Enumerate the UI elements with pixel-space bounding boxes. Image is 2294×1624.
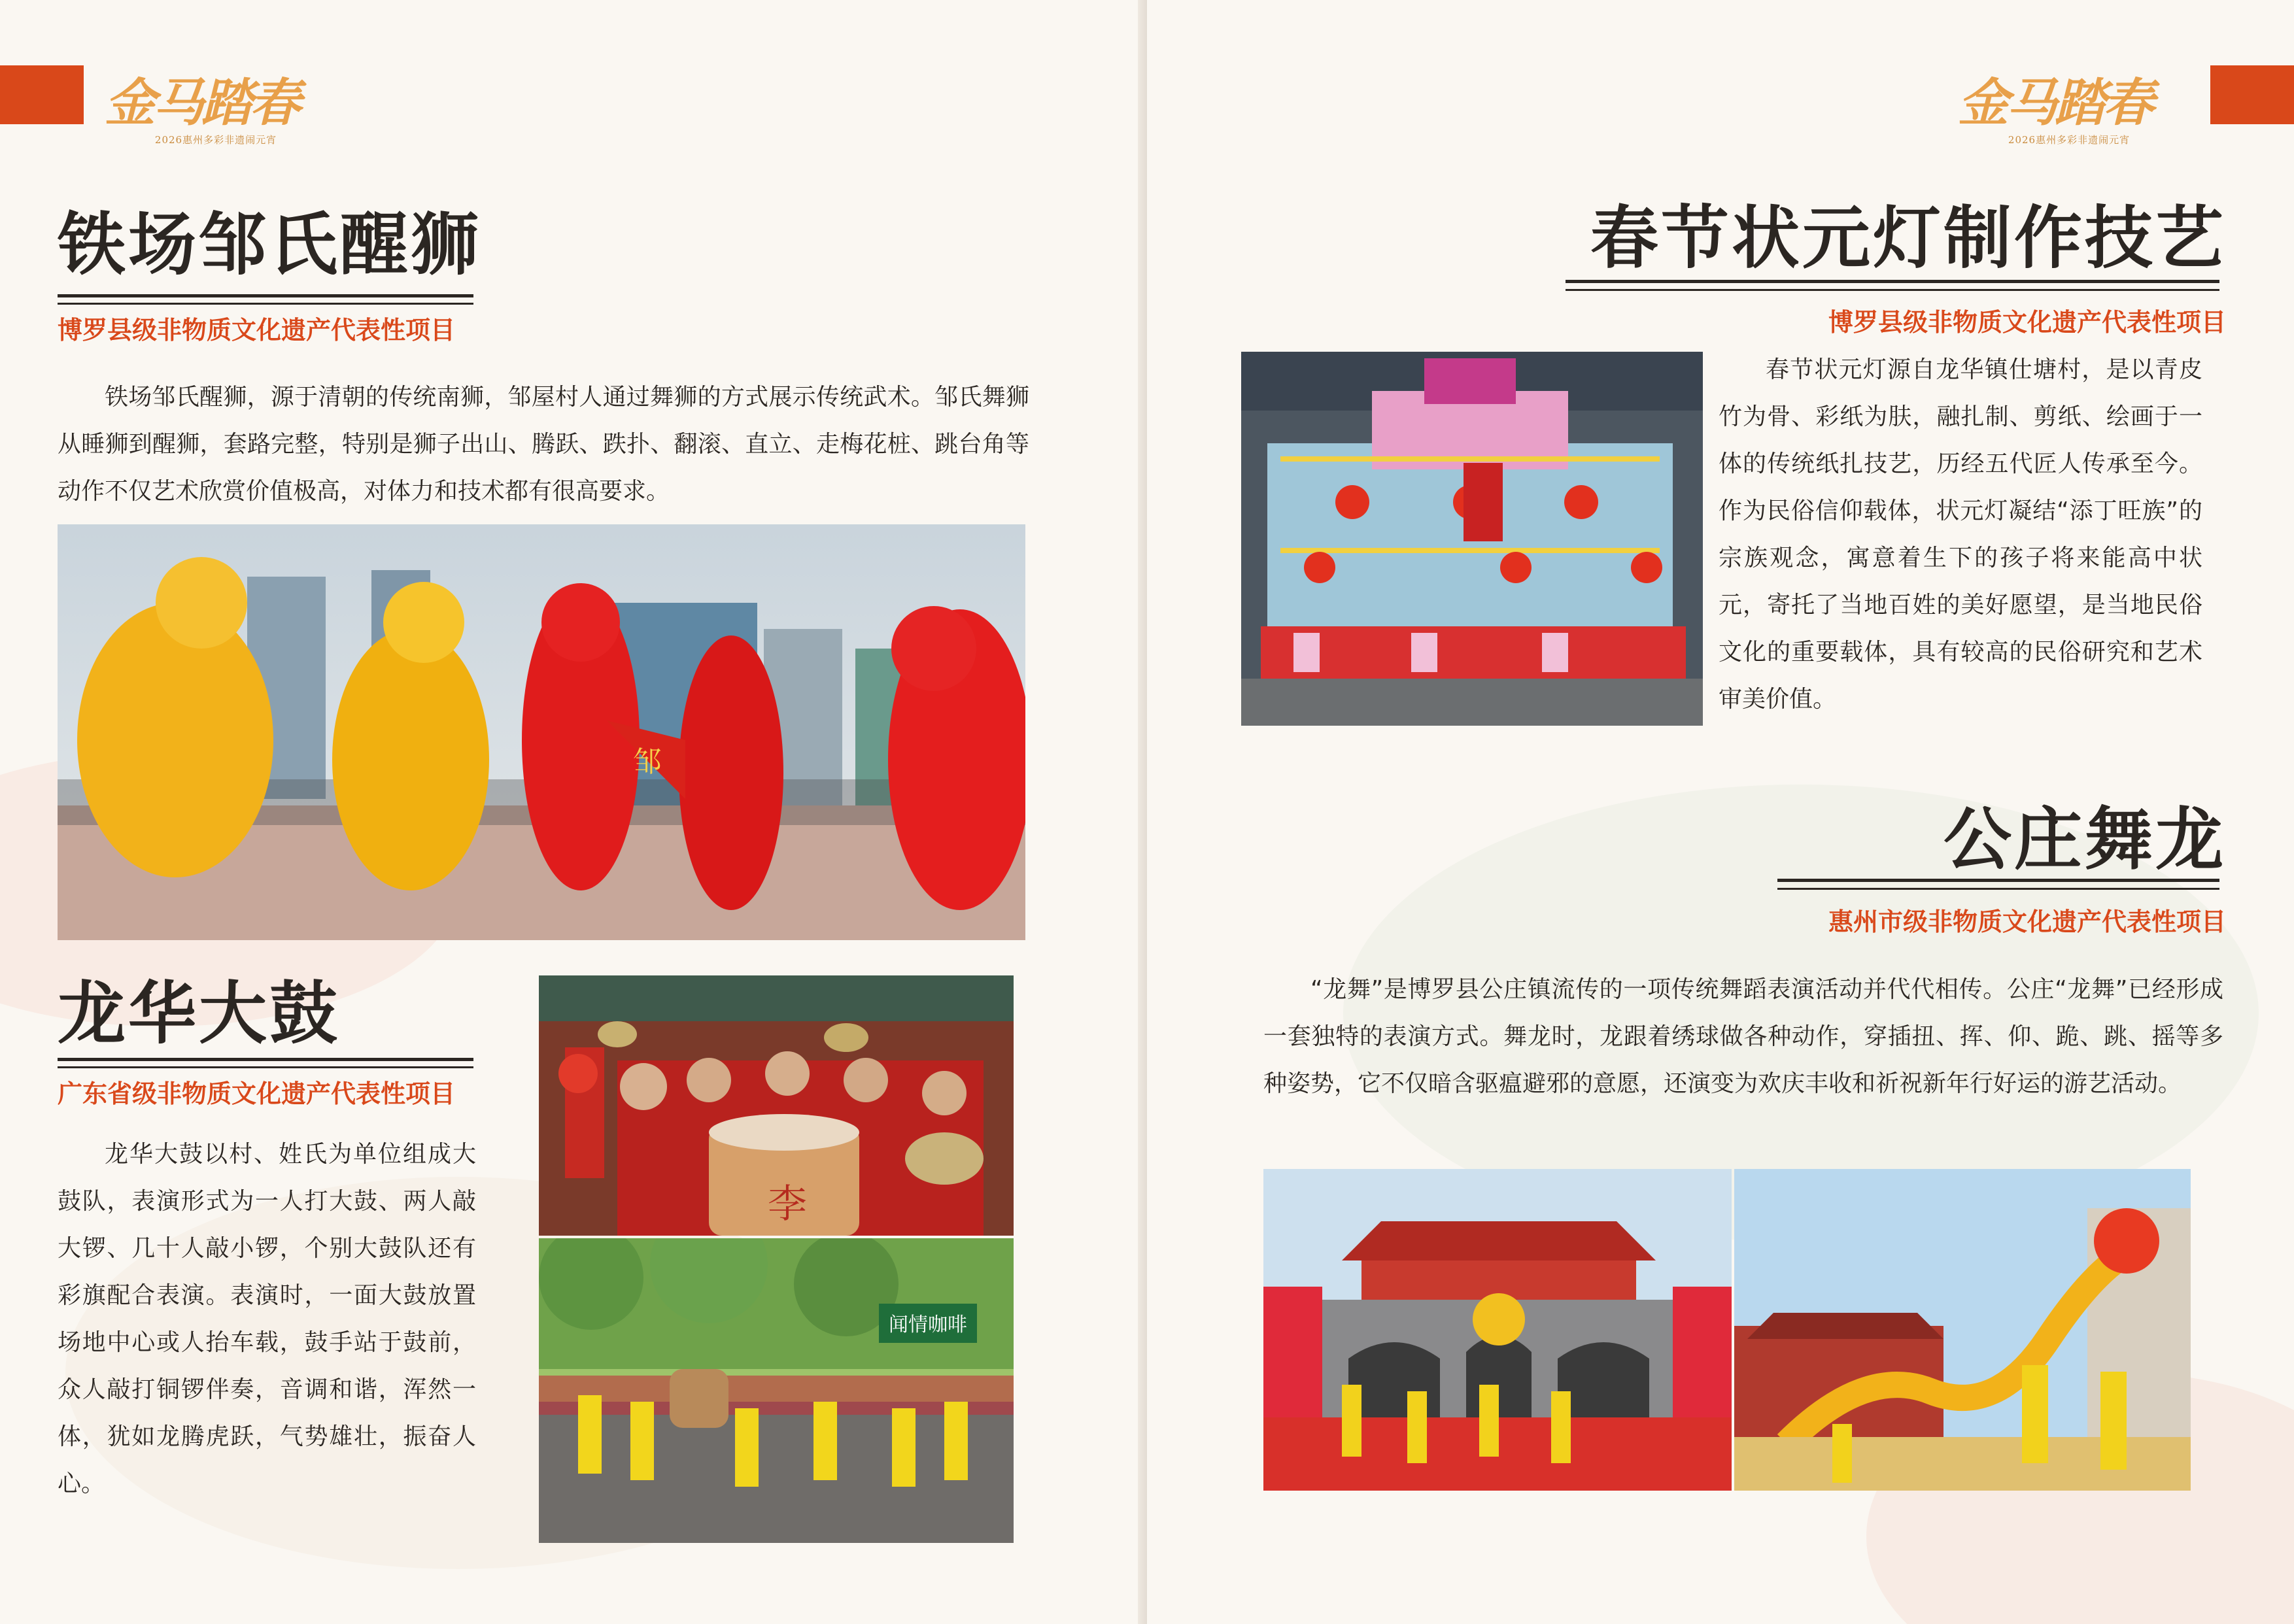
section-subtitle: 博罗县级非物质文化遗产代表性项目: [1828, 308, 2226, 337]
title-rule: [1777, 879, 2219, 882]
section-body: 龙华大鼓以村、姓氏为单位组成大鼓队，表演形式为一人打大鼓、两人敲大锣、几十人敲小锣，个别大鼓队还有彩旗配合表演。表演时，一面大鼓放置场地中心或人抬车载，鼓手站于鼓前，众人敲打铜锣伴奏，音调和谐，浑然一体，犹如龙腾虎跃，气势雄壮，振奋人心。: [58, 1141, 476, 1497]
brand-logo: [105, 62, 327, 147]
dragon-photo-right: [1734, 1169, 2191, 1491]
title-rule: [58, 303, 473, 305]
corner-tab: [0, 65, 84, 124]
logo-subtitle: 2026惠州多彩非遗闹元宵: [154, 134, 277, 146]
section-subtitle: 广东省级非物质文化遗产代表性项目: [58, 1079, 456, 1108]
title-rule: [58, 1066, 473, 1068]
title-rule: [1777, 888, 2219, 890]
section-title: 铁场邹氏醒狮: [58, 204, 482, 284]
photo-flag-text: 邹: [633, 745, 662, 779]
drum-photo-top: [539, 975, 1014, 1236]
logo-text: 金马踏春: [105, 73, 299, 133]
lantern-photo: [1241, 352, 1703, 726]
logo-subtitle: 2026惠州多彩非遗闹元宵: [2008, 134, 2131, 146]
section-body: “龙舞”是博罗县公庄镇流传的一项传统舞蹈表演活动并代代相传。公庄“龙舞”已经形成一套独特的表演方式。舞龙时，龙跟着绣球做各种动作，穿插扭、挥、仰、跪、跳、摇等多种姿势，它不仅暗含驱瘟避邪的意愿，还演变为欢庆丰收和祈祝新年行好运的游艺活动。: [1263, 976, 2223, 1097]
section-title: 春节状元灯制作技艺: [1590, 197, 2226, 278]
section-body: 春节状元灯源自龙华镇仕塘村，是以青皮竹为骨、彩纸为肤，融扎制、剪纸、绘画于一体的传统纸扎技艺，历经五代匠人传承至今。作为民俗信仰载体，状元灯凝结“添丁旺族”的宗族观念，寓意着生下的孩子将来能高中状元，寄托了当地百姓的美好愿望，是当地民俗文化的重要载体，具有较高的民俗研究和艺术审美价值。: [1719, 356, 2202, 713]
photo-shop-sign: 闻情咖啡: [889, 1313, 967, 1336]
drum-character: 李: [768, 1181, 807, 1227]
section-subtitle: 惠州市级非物质文化遗产代表性项目: [1828, 907, 2226, 936]
drum-photo-bottom: [539, 1238, 1014, 1543]
title-rule: [58, 1058, 473, 1061]
corner-tab: [2210, 65, 2294, 124]
title-rule: [1566, 289, 2219, 291]
right-page: [1147, 0, 2294, 1624]
title-rule: [58, 294, 473, 297]
dragon-photo-left: [1263, 1169, 1732, 1491]
logo-text: 金马踏春: [1958, 73, 2152, 133]
lion-dance-photo: [58, 524, 1025, 940]
brand-logo: [1958, 62, 2180, 147]
section-title: 龙华大鼓: [58, 973, 341, 1053]
section-subtitle: 博罗县级非物质文化遗产代表性项目: [58, 316, 456, 345]
title-rule: [1566, 280, 2219, 283]
section-body: 铁场邹氏醒狮，源于清朝的传统南狮，邹屋村人通过舞狮的方式展示传统武术。邹氏舞狮从睡狮到醒狮，套路完整，特别是狮子出山、腾跃、跌扑、翻滚、直立、走梅花桩、跳台角等动作不仅艺术欣赏价值极高，对体力和技术都有很高要求。: [58, 384, 1029, 505]
section-title: 公庄舞龙: [1943, 799, 2226, 879]
